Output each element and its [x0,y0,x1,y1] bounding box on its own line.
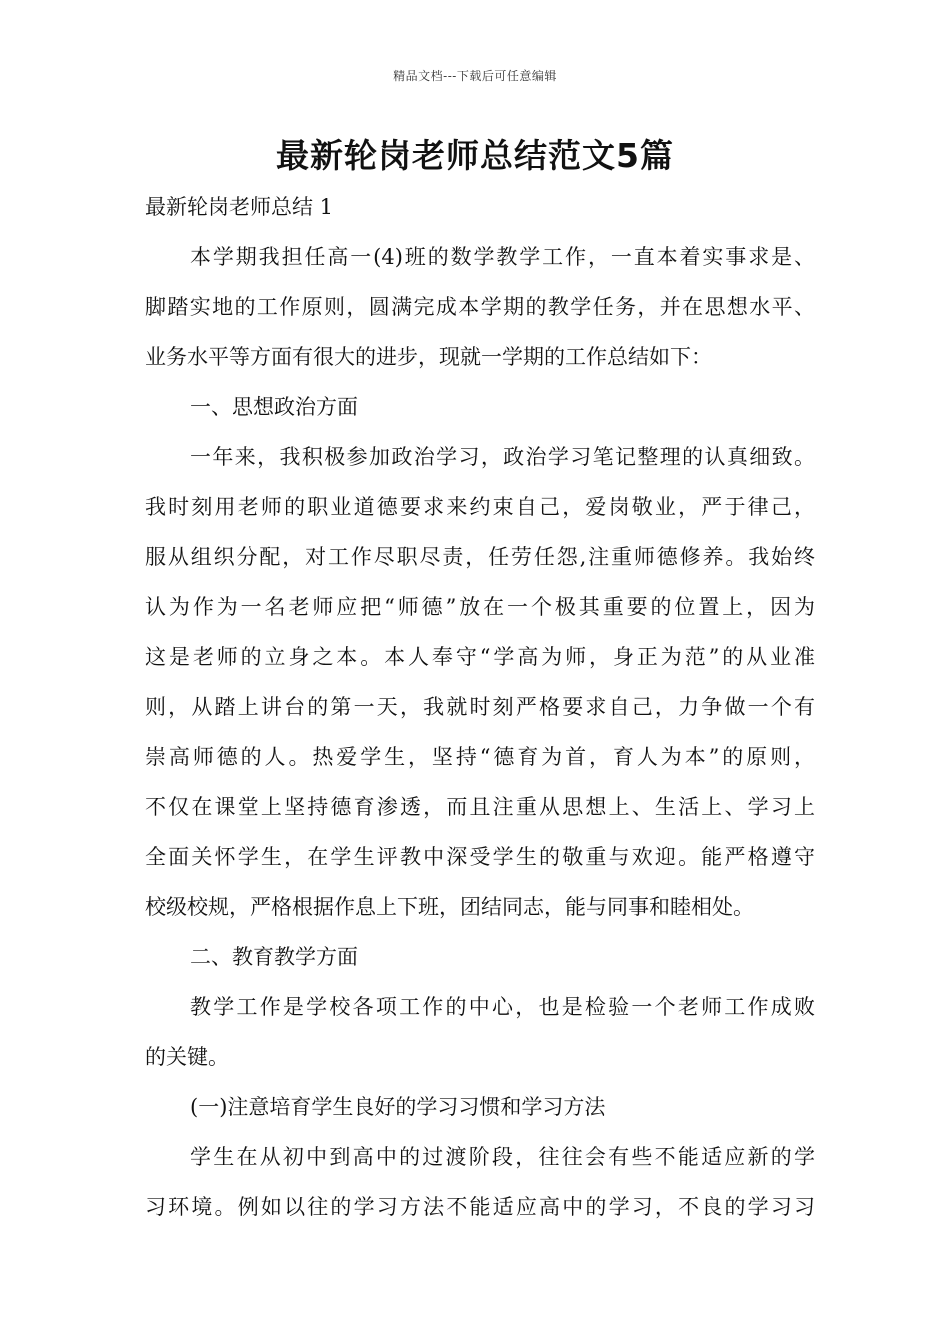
paragraph-line: 则，从踏上讲台的第一天，我就时刻严格要求自己，力争做一个有 [145,695,815,719]
paragraph-line: 脚踏实地的工作原则，圆满完成本学期的教学任务，并在思想水平、 [145,295,815,319]
section-subtitle: 最新轮岗老师总结 1 [145,195,334,219]
document-title: 最新轮岗老师总结范文5篇 [276,136,674,175]
paragraph-line: 本学期我担任高一(4)班的数学教学工作，一直本着实事求是、 [190,245,815,269]
paragraph-line: 的关键。 [145,1045,229,1069]
paragraph-line: 学生在从初中到高中的过渡阶段，往往会有些不能适应新的学 [190,1145,815,1169]
paragraph-line: 我时刻用老师的职业道德要求来约束自己，爱岗敬业，严于律己， [145,495,815,519]
paragraph-line: 认为作为一名老师应把“师德”放在一个极其重要的位置上，因为 [145,595,815,619]
paragraph-line: 崇高师德的人。热爱学生，坚持“德育为首，育人为本”的原则， [145,745,815,769]
paragraph-line: 全面关怀学生，在学生评教中深受学生的敬重与欢迎。能严格遵守 [145,845,815,869]
subsection-heading: (一)注意培育学生良好的学习习惯和学习方法 [190,1095,606,1119]
section-heading: 一、思想政治方面 [190,395,358,419]
paragraph-line: 一年来，我积极参加政治学习，政治学习笔记整理的认真细致。 [190,445,815,469]
paragraph-line: 教学工作是学校各项工作的中心，也是检验一个老师工作成败 [190,995,815,1019]
document-body [145,182,815,1232]
header-note: 精品文档---下载后可任意编辑 [393,69,557,83]
paragraph-line: 校级校规，严格根据作息上下班，团结同志，能与同事和睦相处。 [145,895,754,919]
paragraph-line: 服从组织分配，对工作尽职尽责，任劳任怨,注重师德修养。我始终 [145,545,815,569]
paragraph-line: 业务水平等方面有很大的进步，现就一学期的工作总结如下： [145,345,712,369]
paragraph-line: 这是老师的立身之本。本人奉守“学高为师，身正为范”的从业准 [145,645,815,669]
section-heading: 二、教育教学方面 [190,945,358,969]
paragraph-line: 习环境。例如以往的学习方法不能适应高中的学习，不良的学习习 [145,1195,815,1219]
paragraph-line: 不仅在课堂上坚持德育渗透，而且注重从思想上、生活上、学习上 [145,795,815,819]
